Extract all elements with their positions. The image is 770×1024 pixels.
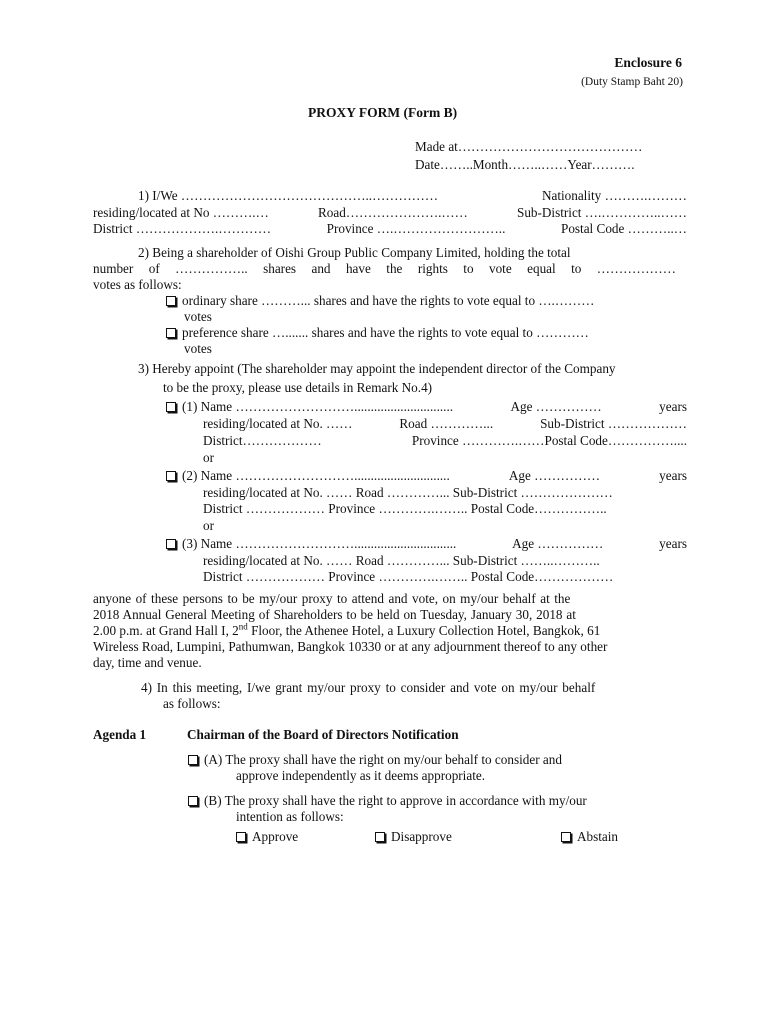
duty-stamp-note: (Duty Stamp Baht 20) xyxy=(581,76,683,88)
preference-share-row xyxy=(166,325,589,341)
section1-line2 xyxy=(93,205,687,221)
district-field[interactable]: District ……………….………… xyxy=(93,221,272,236)
section3-line2: to be the proxy, please use details in Remark No.4) xyxy=(163,380,433,395)
section4-line1: 4) In this meeting, I/we grant my/our proxy to consider and vote on my/our behalf xyxy=(141,680,596,695)
paragraph-line3 xyxy=(93,623,600,639)
abstain-checkbox[interactable] xyxy=(561,832,571,842)
word: and xyxy=(311,261,331,276)
ordinary-votes-label: votes xyxy=(184,309,212,324)
proxy3-age-field[interactable]: Age …………… xyxy=(512,536,604,551)
proxy1-residence-row xyxy=(203,416,687,432)
proxy3-district-field[interactable]: District ……………… Province ………….…….. Postal Code……………… xyxy=(203,569,614,584)
total-shares-field[interactable]: …………….. xyxy=(175,261,248,276)
word: to xyxy=(463,261,474,276)
proxy3-name-field[interactable]: (3) Name ………………………............................... xyxy=(182,536,457,551)
proxy2-name-row xyxy=(166,468,687,484)
word: rights xyxy=(417,261,448,276)
proxy1-subdistrict-field[interactable]: Sub-District ……………… xyxy=(540,416,687,431)
section2-line3: votes as follows: xyxy=(93,277,182,292)
word: of xyxy=(148,261,160,276)
abstain-option[interactable] xyxy=(561,829,618,845)
ordinal-suffix: nd xyxy=(238,621,248,632)
abstain-label: Abstain xyxy=(577,829,619,844)
preference-share-checkbox[interactable] xyxy=(166,328,176,338)
date-field[interactable]: Date……..Month……..……Year………. xyxy=(415,157,635,172)
disapprove-option[interactable] xyxy=(375,829,452,845)
proxy3-name-row xyxy=(166,536,687,552)
word: the xyxy=(386,261,403,276)
proxy2-name-field[interactable]: (2) Name ………………………............................. xyxy=(182,468,450,483)
disapprove-checkbox[interactable] xyxy=(375,832,385,842)
option-a-text[interactable]: (A) The proxy shall have the right on my/our behalf to consider and xyxy=(204,752,562,767)
option-a-row xyxy=(188,752,562,768)
approve-checkbox[interactable] xyxy=(236,832,246,842)
paragraph-line5: day, time and venue. xyxy=(93,655,202,670)
word: to xyxy=(571,261,582,276)
nationality-field[interactable]: Nationality ……….……… xyxy=(541,188,687,203)
paragraph-line4: Wireless Road, Lumpini, Pathumwan, Bangkok 10330 or at any adjournment thereof to any other xyxy=(93,639,608,654)
sub-district-field[interactable]: Sub-District ….…………..…… xyxy=(517,205,687,220)
option-b-row xyxy=(188,793,587,809)
approve-label: Approve xyxy=(252,829,299,844)
section3-line1: 3) Hereby appoint (The shareholder may appoint the independent director of the Company xyxy=(138,361,616,376)
form-title: PROXY FORM (Form B) xyxy=(308,105,458,120)
paragraph-line3-b: Floor, the Athenee Hotel, a Luxury Collection Hotel, Bangkok, 61 xyxy=(247,623,601,638)
section1-line3 xyxy=(93,221,687,237)
proxy1-district-row xyxy=(203,433,687,449)
option-b-text-cont: intention as follows: xyxy=(236,809,344,824)
proxy1-address-field[interactable]: residing/located at No. …… xyxy=(203,416,353,431)
proxy3-checkbox[interactable] xyxy=(166,539,176,549)
enclosure-label: Enclosure 6 xyxy=(614,55,682,70)
years-label: years xyxy=(659,536,687,551)
ordinary-share-text[interactable]: ordinary share ………... shares and have the rights to vote equal to ….……… xyxy=(182,293,595,308)
proxy3-residence-field[interactable]: residing/located at No. …… Road …………... Sub-District ……..……….. xyxy=(203,553,600,568)
word: shares xyxy=(263,261,297,276)
agenda1-label: Agenda 1 xyxy=(93,727,147,742)
ordinary-share-row xyxy=(166,293,594,309)
disapprove-label: Disapprove xyxy=(391,829,452,844)
name-field[interactable]: 1) I/We ……………………………………..…………… xyxy=(138,188,439,203)
agenda1-title: Chairman of the Board of Directors Notification xyxy=(187,727,459,742)
word: have xyxy=(345,261,371,276)
proxy2-age-field[interactable]: Age …………… xyxy=(508,468,601,483)
total-votes-field[interactable]: ……………… xyxy=(596,261,676,276)
proxy1-province-postal-field[interactable]: Province ………….……Postal Code…………….... xyxy=(411,433,687,448)
address-no-field[interactable]: residing/located at No ……….… xyxy=(93,205,269,220)
section1-line1 xyxy=(93,188,687,204)
word: equal xyxy=(527,261,556,276)
years-label: years xyxy=(659,468,687,483)
or-label: or xyxy=(203,450,214,465)
preference-share-text[interactable]: preference share …....... shares and have the rights to vote equal to ………… xyxy=(182,325,589,340)
option-b-text[interactable]: (B) The proxy shall have the right to approve in accordance with my/our xyxy=(204,793,587,808)
postal-code-field[interactable]: Postal Code ………..… xyxy=(560,221,687,236)
or-label: or xyxy=(203,518,214,533)
option-a-text-cont: approve independently as it deems appropriate. xyxy=(236,768,486,783)
proxy1-name-field[interactable]: (1) Name ……………………….............................. xyxy=(182,399,454,414)
proxy2-district-field[interactable]: District ……………… Province ………….…….. Postal Code…………….. xyxy=(203,501,607,516)
approve-option[interactable] xyxy=(236,829,298,845)
section2-line2 xyxy=(93,261,676,277)
paragraph-line2: 2018 Annual General Meeting of Shareholders to be held on Tuesday, January 30, 2018 at xyxy=(93,607,576,622)
section2-line1: 2) Being a shareholder of Oishi Group Public Company Limited, holding the total xyxy=(138,245,571,260)
word: number xyxy=(93,261,134,276)
proxy2-checkbox[interactable] xyxy=(166,471,176,481)
option-a-checkbox[interactable] xyxy=(188,755,198,765)
proxy1-checkbox[interactable] xyxy=(166,402,176,412)
proxy2-residence-field[interactable]: residing/located at No. …… Road …………... Sub-District ………………… xyxy=(203,485,613,500)
road-field[interactable]: Road………………….…… xyxy=(317,205,468,220)
section4-line2: as follows: xyxy=(163,696,221,711)
paragraph-line1: anyone of these persons to be my/our proxy to attend and vote, on my/our behalf at the xyxy=(93,591,571,606)
preference-votes-label: votes xyxy=(184,341,212,356)
proxy1-age-field[interactable]: Age …………… xyxy=(510,399,602,414)
proxy1-name-row xyxy=(166,399,687,415)
ordinary-share-checkbox[interactable] xyxy=(166,296,176,306)
years-label: years xyxy=(659,399,687,414)
province-field[interactable]: Province ….…………………….. xyxy=(326,221,506,236)
paragraph-line3-a: 2.00 p.m. at Grand Hall I, 2 xyxy=(93,623,239,638)
proxy1-district-field[interactable]: District……………… xyxy=(203,433,322,448)
proxy1-road-field[interactable]: Road …………... xyxy=(399,416,494,431)
made-at-field[interactable]: Made at…………………………………… xyxy=(415,139,643,154)
option-b-checkbox[interactable] xyxy=(188,796,198,806)
word: vote xyxy=(488,261,512,276)
